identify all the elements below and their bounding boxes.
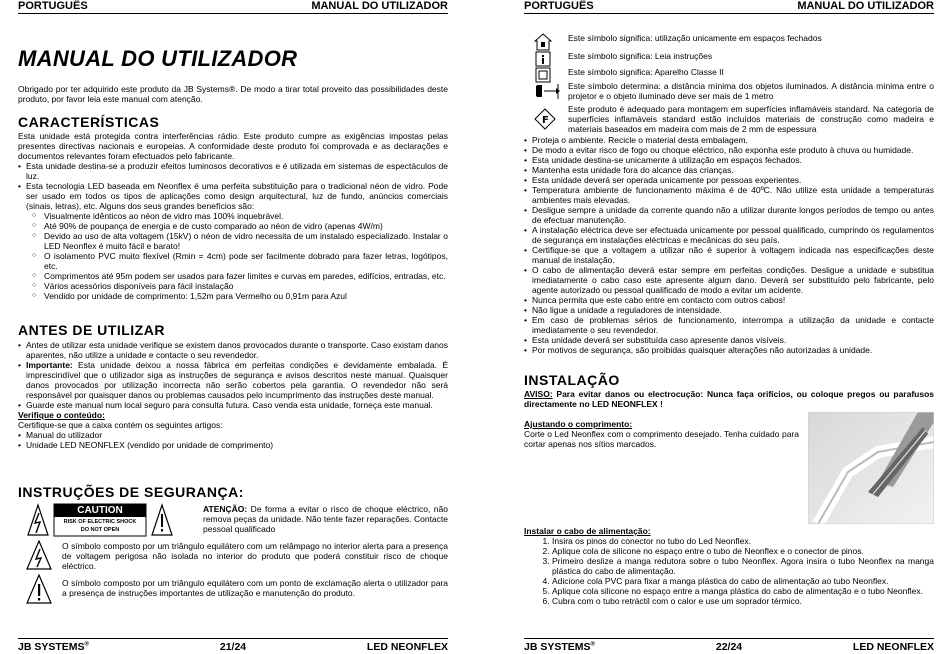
list-item: 1. Insira os pinos do conector no tubo do Led Neonflex. bbox=[552, 536, 934, 546]
cut-length-section bbox=[524, 419, 799, 449]
symbol-text: Este símbolo significa: Aparelho Classe II bbox=[568, 67, 724, 77]
list-item: • Por motivos de segurança, são proibidas quaisquer alterações não autorizadas à unidade. bbox=[524, 345, 934, 355]
intro-paragraph: Obrigado por ter adquirido este produto da JB Systems®. De modo a tirar total proveito das possibilidades deste produto, por favor leia este manual com atenção. bbox=[18, 84, 448, 104]
header-title: MANUAL DO UTILIZADOR bbox=[797, 0, 934, 12]
list-item: • O cabo de alimentação deverá estar sempre em perfeitas condições. Desligue a unidade e substitua imediatamente o cabo caso este apresente algum dano. Deverá ser substituído pelo fabricante, pelo agente autorizado ou pessoal qualificado de modo a evitar um acidente. bbox=[524, 265, 934, 295]
footer-product: LED NEONFLEX bbox=[366, 641, 448, 653]
features-text: Esta unidade está protegida contra interferências rádio. Este produto cumpre as exigências impostas pelas presentes directivas nacionais e europeias. A conformidade deste produto foi comprovada e as declarações e documentos relevantes foram efectuados pelo fabricante. bbox=[18, 131, 448, 161]
caution-line-2: DO NOT OPEN bbox=[80, 527, 120, 533]
list-item: • Nunca permita que este cabo entre em contacto com outros cabos! bbox=[524, 295, 934, 305]
safety-heading: INSTRUÇÕES DE SEGURANÇA: bbox=[18, 484, 244, 500]
attention-body: De forma a evitar o risco de choque eléctrico, não remova peças da unidade. Não tente fazer reparações. Contacte pessoal qualificado bbox=[203, 504, 448, 534]
features-section bbox=[18, 131, 448, 301]
check-contents-label: Verifique o conteúdo: bbox=[18, 410, 105, 420]
list-item: • Esta unidade destina-se a produzir efeitos luminosos decorativos e é utilizada em sistemas de espectáculos de luz. bbox=[18, 161, 448, 181]
list-item-text: Esta tecnologia LED baseada em Neonflex é uma perfeita substituição para o tradicional néon de vidro. Pode ser usado em todos os tipos de aplicações como design arquitectural, luz de fundo, anúncios comerciais (sinais, letras), etc. Alguns dos seus grandes benefícios são: bbox=[26, 181, 448, 211]
list-item: • Temperatura ambiente de funcionamento máxima é de 40ºC. Não utilize esta unidade a temperaturas ambientes mais elevadas. bbox=[524, 185, 934, 205]
features-heading: CARACTERÍSTICAS bbox=[18, 114, 160, 130]
installation-heading: INSTALAÇÃO bbox=[524, 372, 620, 388]
warning-label: AVISO: bbox=[524, 389, 553, 399]
important-label: Importante: bbox=[26, 360, 73, 370]
list-item: • Unidade LED NEONFLEX (vendido por unidade de comprimento) bbox=[18, 440, 448, 450]
list-item: • Esta unidade deverá ser operada unicamente por pessoas experientes. bbox=[524, 175, 934, 185]
before-use-heading: ANTES DE UTILIZAR bbox=[18, 322, 165, 338]
power-cable-section bbox=[524, 526, 934, 606]
header-language: PORTUGUÊS bbox=[18, 0, 88, 12]
list-item: • Em caso de problemas sérios de funcionamento, interrompa a utilização da unidade e contacte imediatamente o seu revendedor. bbox=[524, 315, 934, 335]
list-item: • Desligue sempre a unidade da corrente quando não a utilizar durante longos períodos de tempo ou antes de efectuar manutenção. bbox=[524, 205, 934, 225]
list-item: • Proteja o ambiente. Recicle o material desta embalagem. bbox=[524, 135, 934, 145]
footer-brand-text: JB SYSTEMS bbox=[524, 641, 591, 653]
cutting-photo bbox=[808, 412, 934, 524]
footer-reg: ® bbox=[590, 641, 595, 648]
page-header bbox=[524, 0, 934, 14]
safety-list bbox=[524, 135, 934, 355]
list-item: • Esta unidade destina-se unicamente à utilização em espaços fechados. bbox=[524, 155, 934, 165]
list-item: • Esta unidade deverá ser substituída caso apresente danos visíveis. bbox=[524, 335, 934, 345]
page-header bbox=[18, 0, 448, 14]
contents-list bbox=[18, 430, 448, 450]
list-item: • Manual do utilizador bbox=[18, 430, 448, 440]
header-title: MANUAL DO UTILIZADOR bbox=[311, 0, 448, 12]
distance-icon bbox=[534, 83, 560, 103]
check-contents-text: Certifique-se que a caixa contém os seguintes artigos: bbox=[18, 420, 223, 430]
cut-length-label: Ajustando o comprimento: bbox=[524, 419, 633, 429]
caution-label bbox=[26, 503, 174, 537]
main-title: MANUAL DO UTILIZADOR bbox=[18, 46, 298, 71]
symbol-text: Este símbolo significa: utilização unicamente em espaços fechados bbox=[568, 33, 822, 43]
lightning-icon bbox=[26, 540, 52, 575]
list-item: 6. Cubra com o tubo retráctil com o calor e use um soprador térmico. bbox=[552, 596, 934, 606]
list-item: ○ Devido ao uso de alta voltagem (15kV) o néon de vidro necessita de um instalado especializado. Instalar o LED Neonflex é muito fácil e barato! bbox=[32, 231, 448, 251]
before-use-section bbox=[18, 340, 448, 450]
list-item: • Certifique-se que a voltagem a utilizar não é superior à voltagem indicada nas especificações deste manual de instalação. bbox=[524, 245, 934, 265]
attention-label: ATENÇÃO: bbox=[203, 504, 248, 514]
list-item: 3. Primeiro deslize a manga redutora sobre o tubo Neonflex. Agora insira o tubo Neonflex na manga plástica do cabo de alimentação. bbox=[552, 556, 934, 576]
list-item: ○ Visualmente idênticos ao néon de vidro mas 100% inquebrável. bbox=[32, 211, 448, 221]
benefits-list bbox=[32, 211, 448, 301]
exclamation-icon bbox=[26, 574, 52, 609]
exclamation-symbol-text: O símbolo composto por um triângulo equilátero com um ponto de exclamação alerta o utilizador para a presença de instruções importantes de utilização e manutenção do produto. bbox=[62, 578, 448, 598]
page-footer bbox=[18, 638, 448, 653]
list-item: 2. Aplique cola de silicone no espaço entre o tubo de Neonflex e o conector de pinos. bbox=[552, 546, 934, 556]
list-item: ○ Vendido por unidade de comprimento: 1,52m para Vermelho ou 0,91m para Azul bbox=[32, 291, 448, 301]
list-item: 5. Aplique cola silicone no espaço entre a manga plástica do cabo de alimentação e o tubo Neonflex. bbox=[552, 586, 934, 596]
warning-text: Para evitar danos ou electrocução: Nunca faça orifícios, ou coloque pregos ou parafusos directamente no LED NEONFLEX ! bbox=[524, 389, 934, 409]
list-item bbox=[18, 360, 448, 400]
list-item: • De modo a evitar risco de fogo ou choque eléctrico, não exponha este produto à chuva ou humidade. bbox=[524, 145, 934, 155]
list-item: ○ Até 90% de poupança de energia e de custo comparado ao néon de vidro (apenas 4W/m) bbox=[32, 221, 448, 231]
safety-list-section bbox=[524, 135, 934, 355]
list-item: 4. Adicione cola PVC para fixar a manga plástica do cabo de alimentação ao tubo Neonflex. bbox=[552, 576, 934, 586]
page-footer bbox=[524, 638, 934, 653]
caution-line-1: RISK OF ELECTRIC SHOCK bbox=[63, 519, 137, 525]
symbol-text: Este símbolo significa: Leia instruções bbox=[568, 51, 713, 61]
cut-length-text: Corte o Led Neonflex com o comprimento desejado. Tenha cuidado para cortar apenas nos sítios marcados. bbox=[524, 429, 799, 449]
header-language: PORTUGUÊS bbox=[524, 0, 594, 12]
list-item: ○ O isolamento PVC muito flexível (Rmin = 4cm) pode ser facilmente dobrado para fazer letras, logótipos, etc. bbox=[32, 251, 448, 271]
footer-brand-text: JB SYSTEMS bbox=[18, 641, 85, 653]
steps-list bbox=[524, 536, 934, 606]
list-item: • Mantenha esta unidade fora do alcance das crianças. bbox=[524, 165, 934, 175]
left-page bbox=[18, 0, 448, 654]
page-number: 22/24 bbox=[715, 641, 743, 653]
list-item: • Antes de utilizar esta unidade verifique se existem danos provocados durante o transporte. Caso existam danos aparentes, não utilize a unidade e contacte o seu revendedor. bbox=[18, 340, 448, 360]
power-cable-label: Instalar o cabo de alimentação: bbox=[524, 526, 651, 536]
footer-product: LED NEONFLEX bbox=[852, 641, 934, 653]
before-use-list bbox=[18, 340, 448, 410]
lightning-symbol-text: O símbolo composto por um triângulo equilátero com um relâmpago no interior alerta para a presença de voltagem perigosa não isolada no interior do produto que poderá constituir risco de choque eléctrico. bbox=[62, 541, 448, 571]
indoor-house-icon bbox=[534, 33, 552, 53]
symbol-text: Este símbolo determina: a distância mínima dos objetos iluminados. A distância mínima entre o projetor e o objeto iluminado deve ser mais de 1 metro bbox=[568, 81, 934, 101]
svg-text:F: F bbox=[542, 115, 549, 126]
list-item bbox=[18, 181, 448, 301]
list-item: • Guarde este manual num local seguro para consulta futura. Caso venda esta unidade, forneça este manual. bbox=[18, 400, 448, 410]
important-text: Esta unidade deixou a nossa fábrica em perfeitas condições e devidamente embalada. É imprescindível que o utilizador siga as instruções de segurança e avisos descritos neste manual. Quaisquer danos provocados por utilização incorrecta não serão cobertos pela garantia. O revendedor não será responsável por quaisquer danos ou problemas causados pelo incumprimento das instruções deste manual. bbox=[26, 360, 448, 400]
page-number: 21/24 bbox=[219, 641, 247, 653]
caution-title: CAUTION bbox=[77, 505, 123, 516]
flammable-surface-icon bbox=[534, 108, 556, 132]
lightning-triangle-icon bbox=[28, 505, 48, 535]
list-item: ○ Vários acessórios disponíveis para fácil instalação bbox=[32, 281, 448, 291]
attention-text bbox=[203, 504, 448, 534]
installation-warning bbox=[524, 389, 934, 409]
footer-reg: ® bbox=[84, 641, 89, 648]
right-page bbox=[524, 0, 934, 654]
list-item: • A instalação eléctrica deve ser efectuada unicamente por pessoal qualificado, cumprindo os regulamentos de segurança em instalações eléctricas e mecânicas do seu país. bbox=[524, 225, 934, 245]
symbol-text: Este produto é adequado para montagem em superfícies inflamáveis standard. Na categoria de superfícies inflamáveis standard estão incluídos materiais de construção como madeira e materiais baseados em madeira com mais de 2 mm de espessura bbox=[568, 104, 934, 134]
list-item: ○ Comprimentos até 95m podem ser usados para fazer limites e curvas em paredes, edifícios, entradas, etc. bbox=[32, 271, 448, 281]
list-item: • Não ligue a unidade a reguladores de intensidade. bbox=[524, 305, 934, 315]
features-list bbox=[18, 161, 448, 301]
